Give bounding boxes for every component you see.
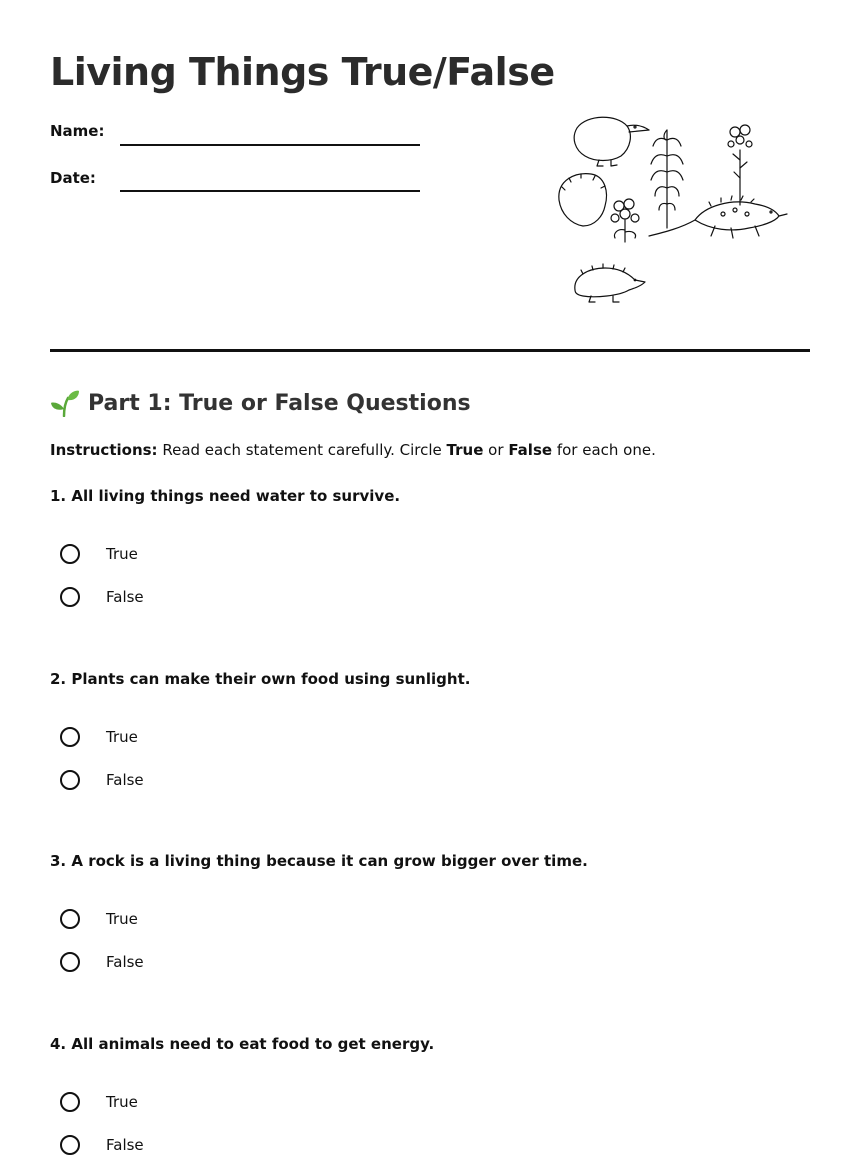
- option-label: False: [106, 588, 144, 606]
- instructions-or: or: [488, 441, 504, 459]
- name-label: Name:: [50, 122, 105, 140]
- option-label: False: [106, 953, 144, 971]
- sprout-icon: [50, 389, 80, 417]
- instructions-text-pre: Read each statement carefully. Circle: [162, 441, 442, 459]
- kiwi-bird-icon: [574, 117, 649, 166]
- radio-button[interactable]: [60, 727, 80, 747]
- option-false[interactable]: [60, 587, 144, 607]
- radio-button[interactable]: [60, 587, 80, 607]
- lizard-icon: [649, 196, 787, 238]
- option-true[interactable]: [60, 727, 138, 747]
- radio-button[interactable]: [60, 909, 80, 929]
- hedgehog-icon: [559, 174, 607, 226]
- option-false[interactable]: [60, 1135, 144, 1155]
- nature-illustration: [555, 110, 795, 310]
- instructions-text-post: for each one.: [556, 441, 656, 459]
- option-label: False: [106, 771, 144, 789]
- question-text: 4. All animals need to eat food to get energy.: [50, 1035, 435, 1053]
- tall-plant-icon: [728, 125, 752, 205]
- option-label: True: [106, 728, 138, 746]
- flower-plant-icon: [611, 199, 639, 242]
- instructions-true: True: [446, 441, 484, 459]
- radio-button[interactable]: [60, 1092, 80, 1112]
- name-input-line[interactable]: [120, 144, 420, 146]
- instructions-false: False: [508, 441, 553, 459]
- question-text: 2. Plants can make their own food using sunlight.: [50, 670, 471, 688]
- radio-button[interactable]: [60, 770, 80, 790]
- echidna-icon: [575, 264, 645, 302]
- fern-tree-icon: [651, 130, 683, 228]
- option-label: True: [106, 545, 138, 563]
- page-title: Living Things True/False: [50, 50, 555, 94]
- option-true[interactable]: [60, 909, 138, 929]
- option-false[interactable]: [60, 952, 144, 972]
- instructions: [50, 441, 656, 459]
- option-false[interactable]: [60, 770, 144, 790]
- radio-button[interactable]: [60, 952, 80, 972]
- radio-button[interactable]: [60, 1135, 80, 1155]
- instructions-label: Instructions:: [50, 441, 158, 459]
- option-true[interactable]: [60, 544, 138, 564]
- date-label: Date:: [50, 169, 96, 187]
- question-text: 3. A rock is a living thing because it can grow bigger over time.: [50, 852, 588, 870]
- option-label: True: [106, 1093, 138, 1111]
- section-title-text: Part 1: True or False Questions: [88, 390, 471, 416]
- radio-button[interactable]: [60, 544, 80, 564]
- section-title: [50, 389, 471, 417]
- date-input-line[interactable]: [120, 190, 420, 192]
- option-label: True: [106, 910, 138, 928]
- header-divider: [50, 349, 810, 352]
- option-true[interactable]: [60, 1092, 138, 1112]
- option-label: False: [106, 1136, 144, 1154]
- question-text: 1. All living things need water to survive.: [50, 487, 401, 505]
